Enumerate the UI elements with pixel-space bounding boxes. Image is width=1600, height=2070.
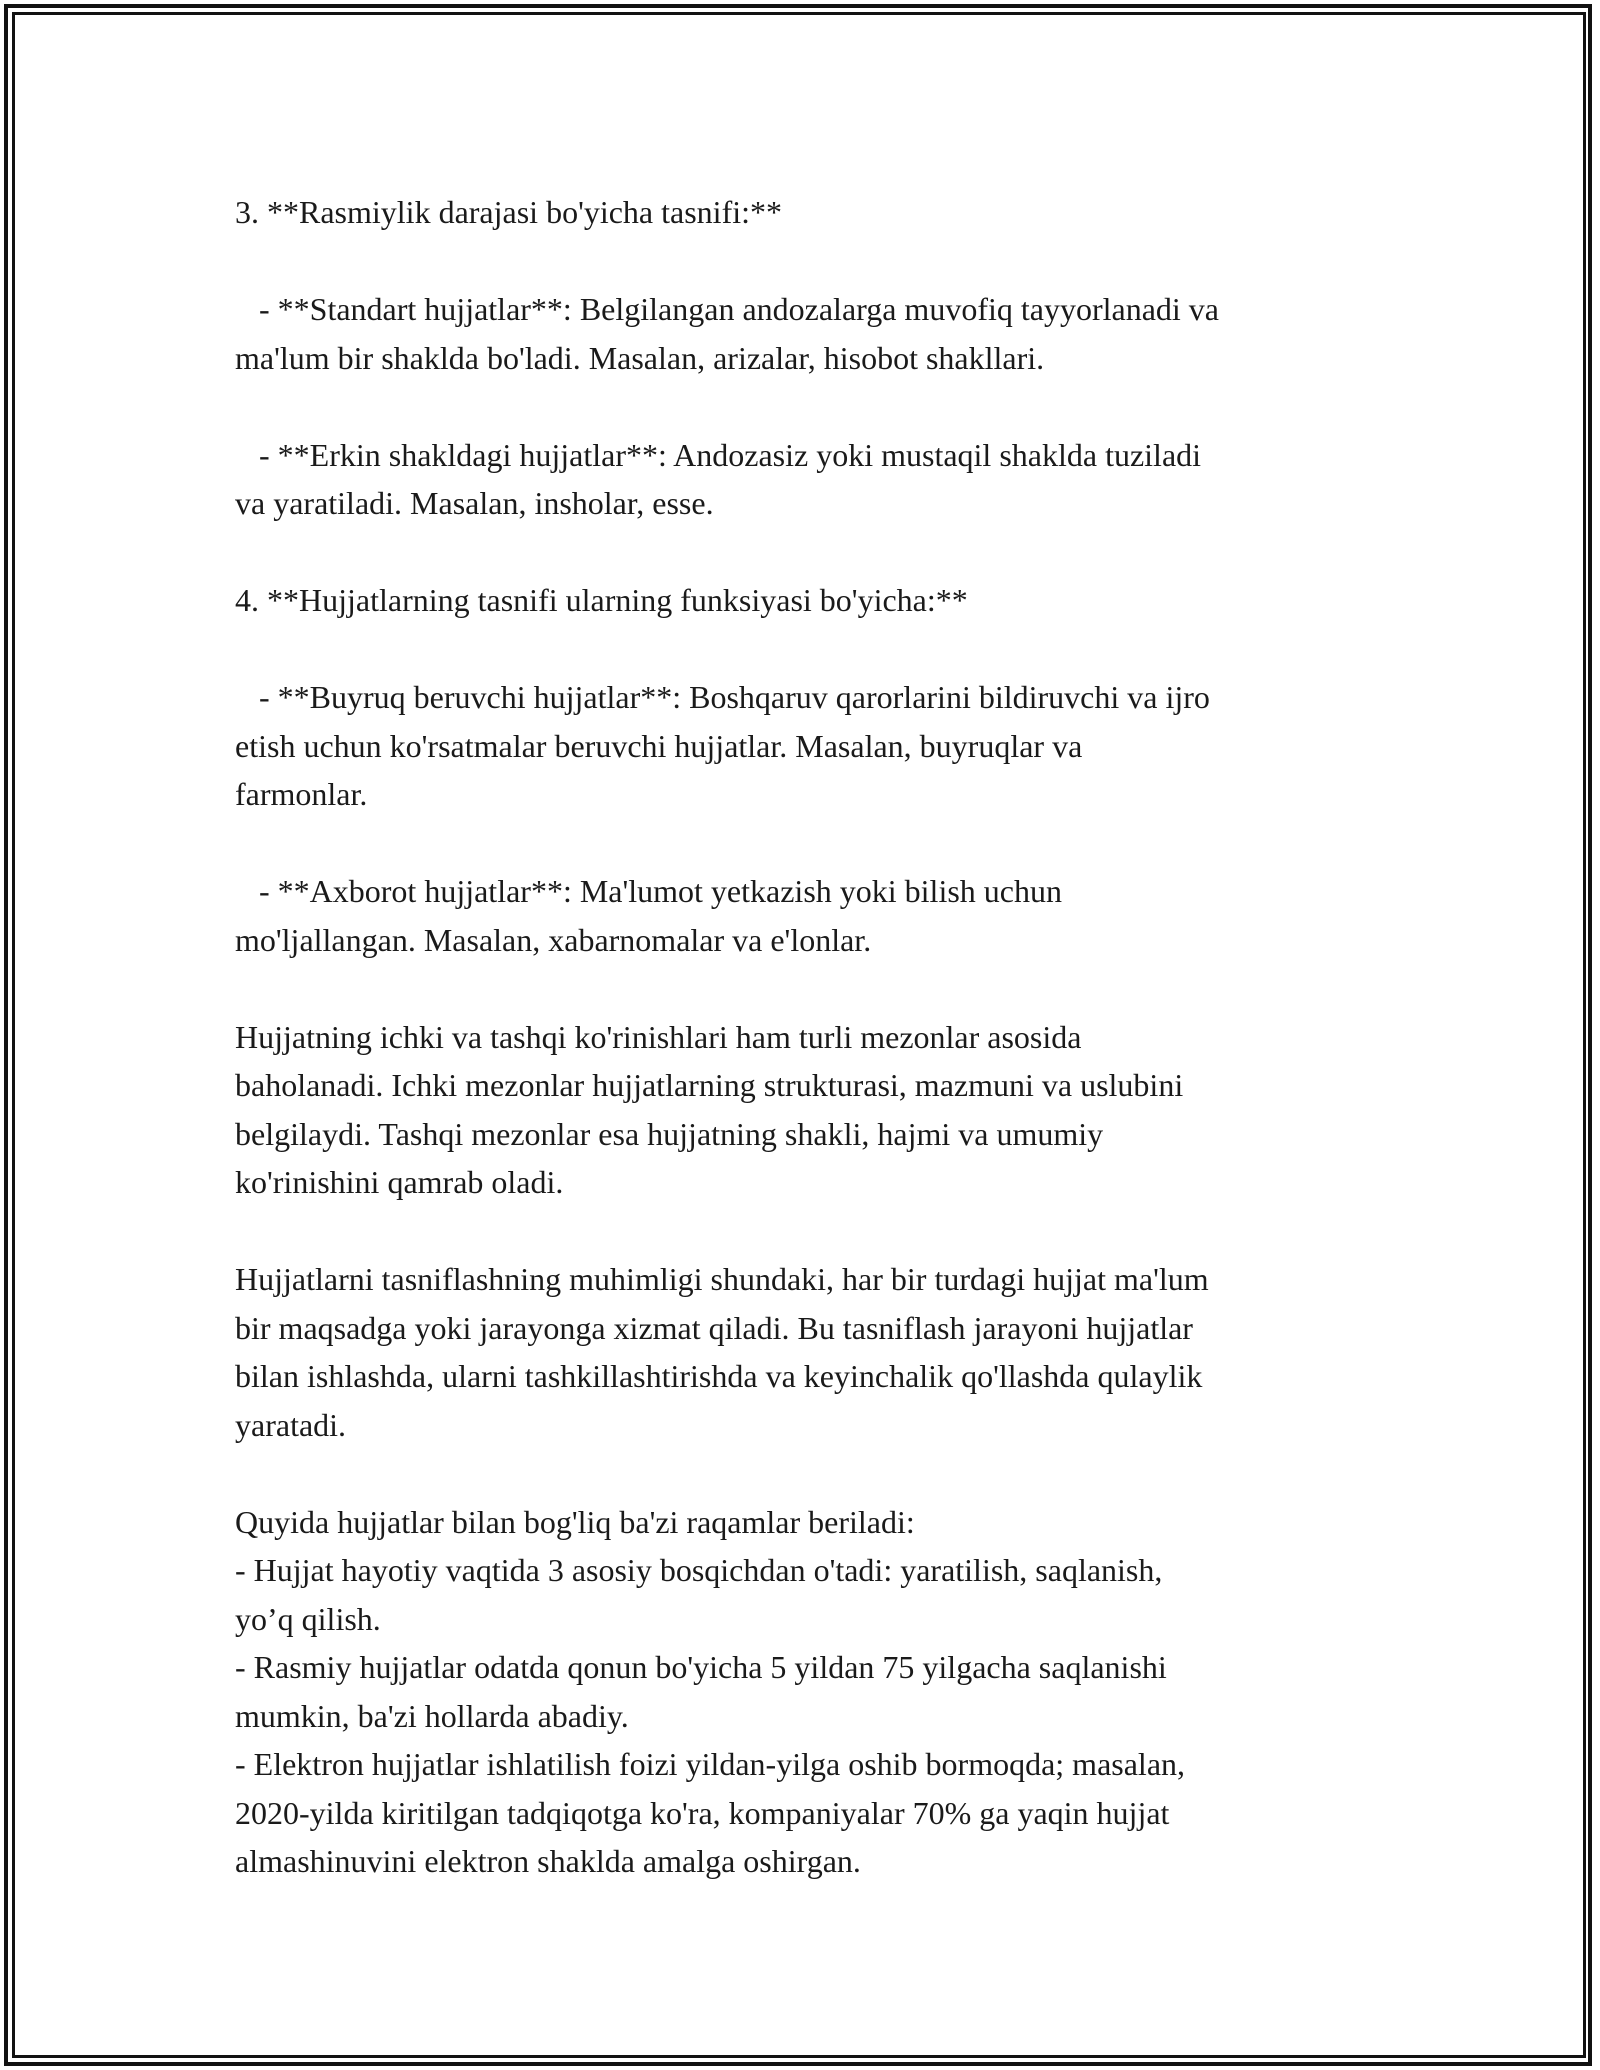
paragraph-ichki-tashqi: Hujjatning ichki va tashqi ko'rinishlari ham turli mezonlar asosida baholanadi. Ichki mezonlar hujjatlarning strukturasi, mazmuni va uslubini belgilaydi. Tashqi mezonlar esa hujjatning shakli, hajmi va umumiy ko'rinishini qamrab oladi. [235, 1018, 1184, 1200]
paragraph-muhimligi: Hujjatlarni tasniflashning muhimligi shundaki, har bir turdagi hujjat ma'lum bir maqsadga yoki jarayonga xizmat qiladi. Bu tasniflash jarayoni hujjatlar bilan ishlashda, ularni tashkillashtirishda va keyinchalik qo'llashda qulaylik yaratadi. [235, 1261, 1209, 1443]
list-item-buyruq: - **Buyruq beruvchi hujjatlar**: Boshqaruv qarorlarini bildiruvchi va ijro etish uchun ko'rsatmalar beruvchi hujjatlar. Masalan, buyruqlar va farmonlar. [235, 679, 1210, 812]
list-item-standart: - **Standart hujjatlar**: Belgilangan andozalarga muvofiq tayyorlanadi va ma'lum bir shaklda bo'ladi. Masalan, arizalar, hisobot shakllari. [235, 291, 1219, 376]
section-heading-3: 3. **Rasmiylik darajasi bo'yicha tasnifi:** [235, 194, 782, 230]
paragraph-raqamlar: Quyida hujjatlar bilan bog'liq ba'zi raqamlar beriladi: - Hujjat hayotiy vaqtida 3 asosiy bosqichdan o'tadi: yaratilish, saqlanish, yo’q qilish. - Rasmiy hujjatlar odatda qonun bo'yicha 5 yildan 75 yilgacha saqlanishi mumkin, ba'zi hollarda abadiy. - Elektron hujjatlar ishlatilish foizi yildan-yilga oshib bormoqda; masalan, 2020-yilda kiritilgan tadqiqotga ko'ra, kompaniyalar 70% ga yaqin hujjat almashinuvini elektron shaklda amalga oshirgan. [235, 1503, 1186, 1879]
list-item-erkin: - **Erkin shakldagi hujjatlar**: Andozasiz yoki mustaqil shaklda tuziladi va yaratiladi. Masalan, insholar, esse. [235, 436, 1202, 521]
section-heading-4: 4. **Hujjatlarning tasnifi ularning funksiyasi bo'yicha:** [235, 582, 968, 618]
document-body [235, 188, 1375, 1886]
list-item-axborot: - **Axborot hujjatlar**: Ma'lumot yetkazish yoki bilish uchun mo'ljallangan. Masalan, xabarnomalar va e'lonlar. [235, 873, 1062, 958]
